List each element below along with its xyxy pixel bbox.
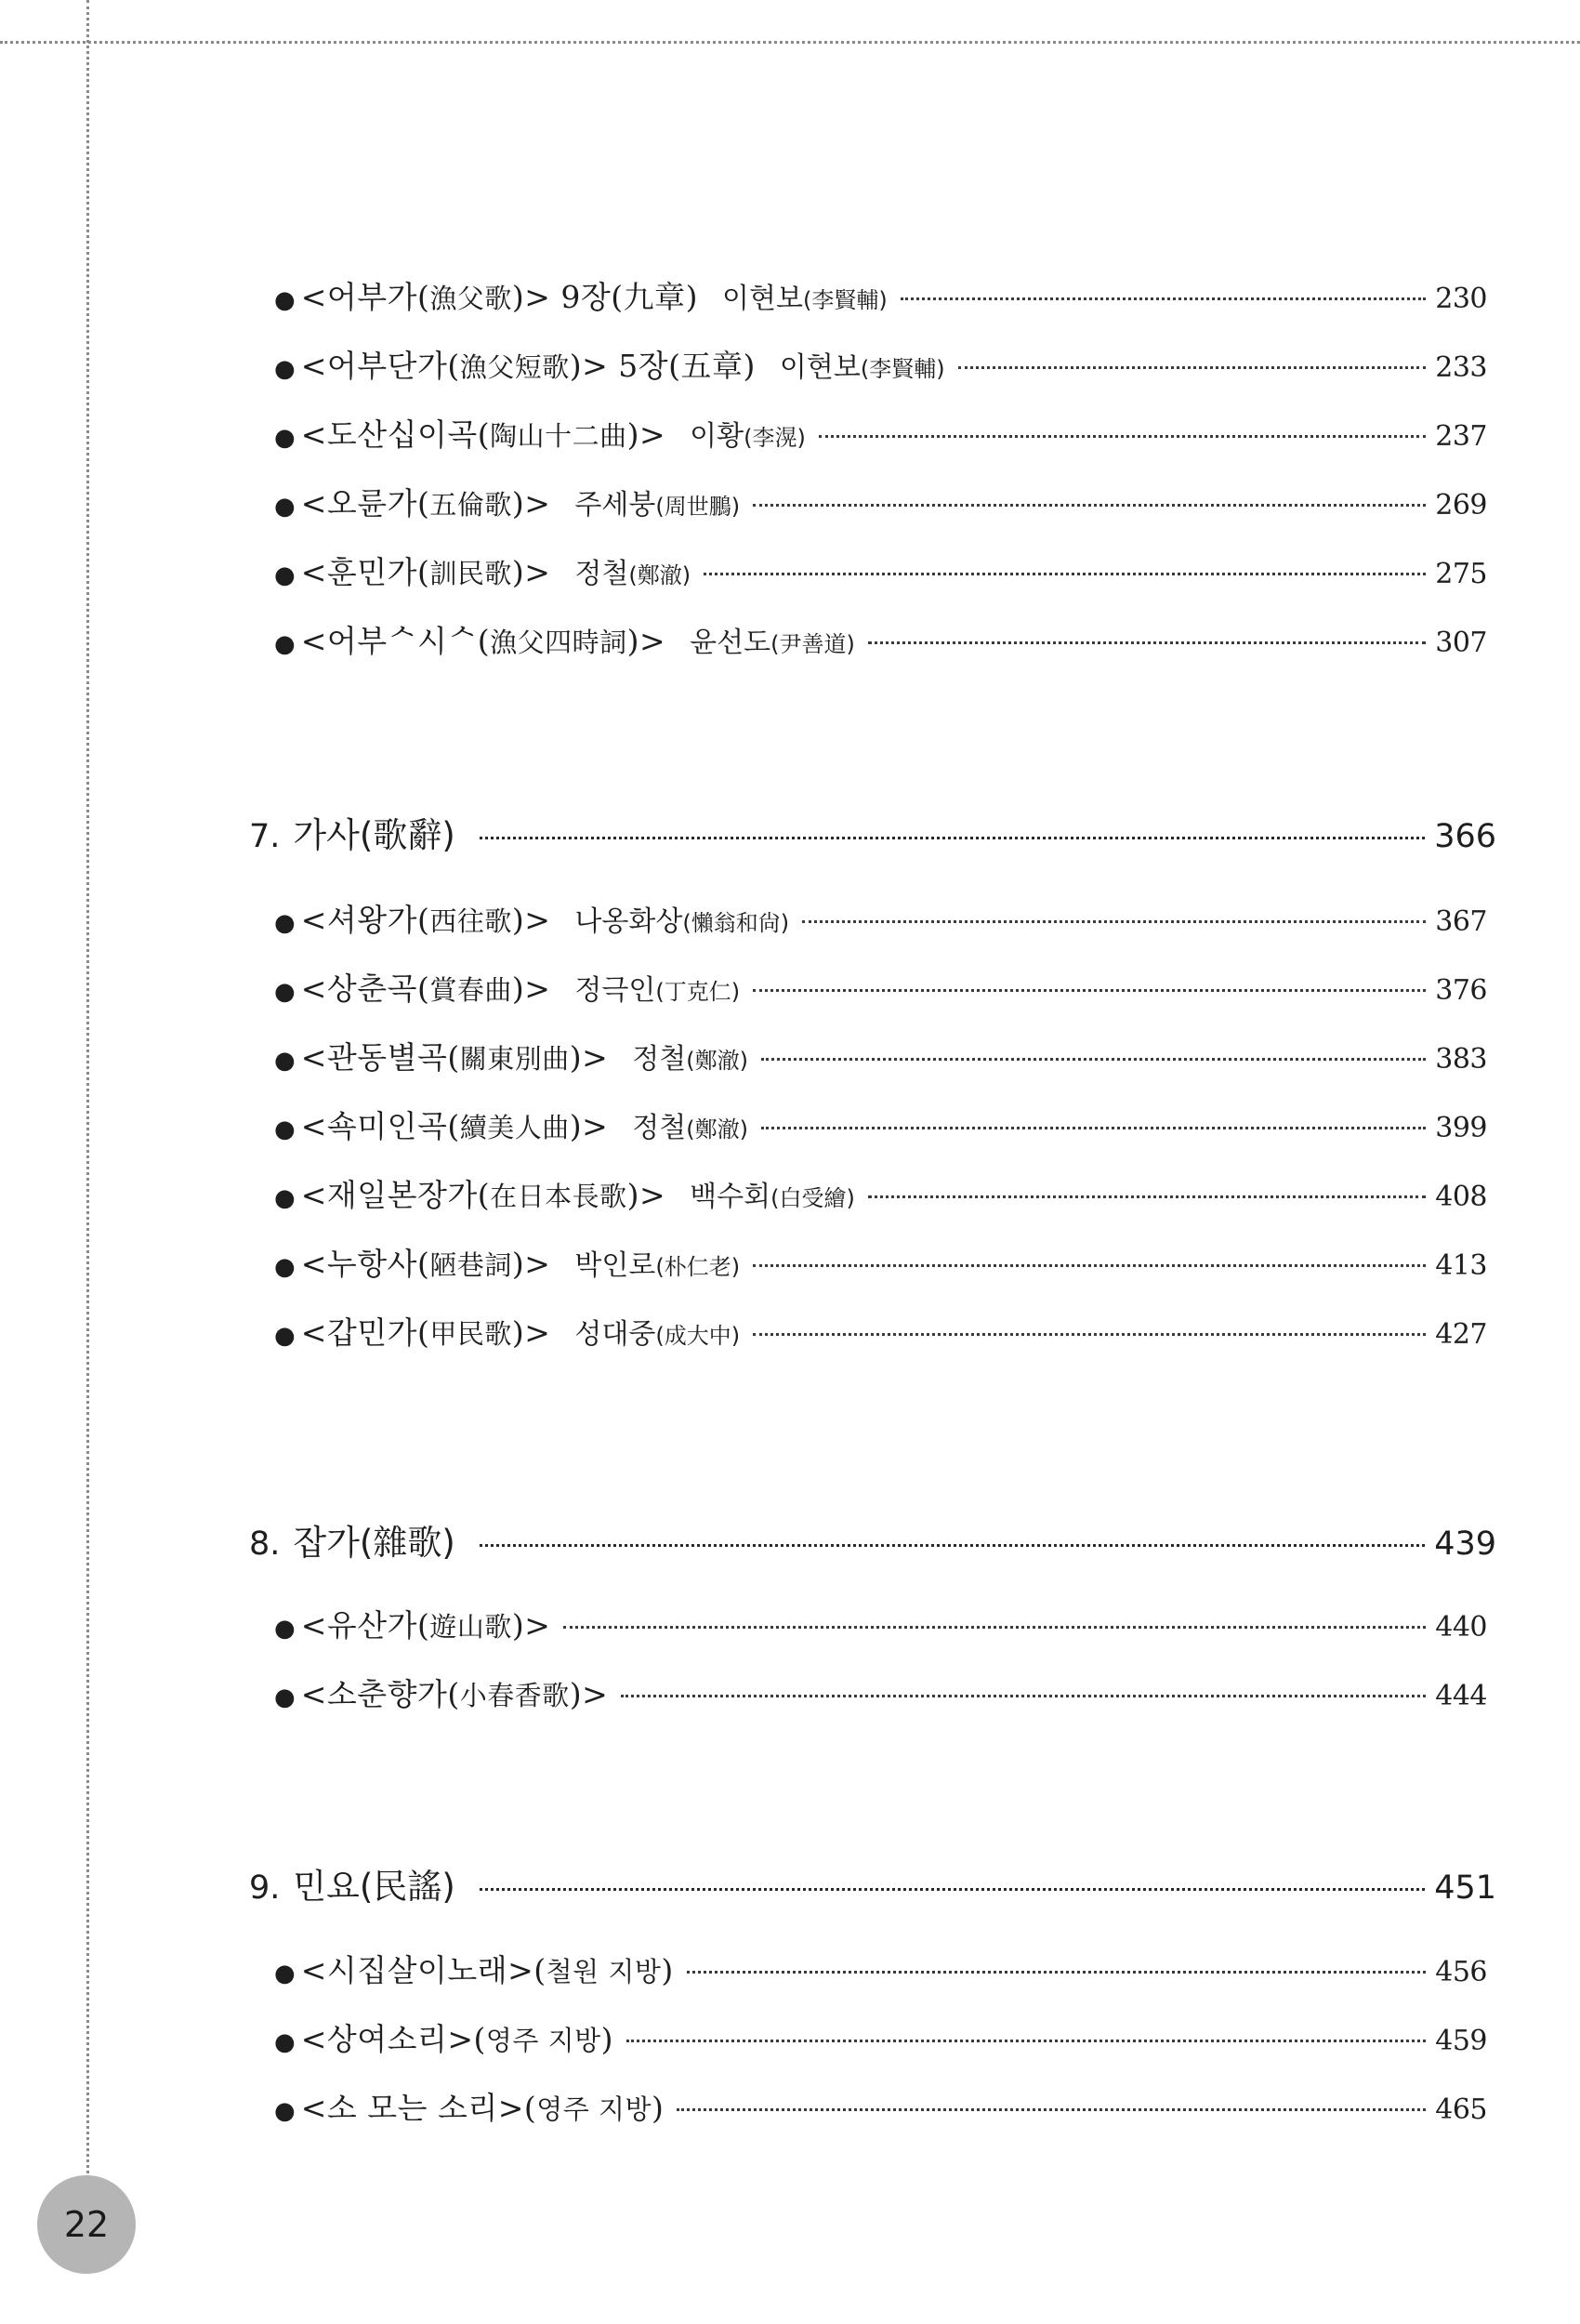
- page-number-badge: [37, 2175, 136, 2274]
- section-heading[interactable]: [249, 806, 1496, 865]
- toc-entry[interactable]: [274, 1600, 1487, 1652]
- dot-leader: [802, 920, 1426, 923]
- bullet-icon: ●: [274, 2097, 296, 2125]
- entry-title-close: )>: [626, 1177, 666, 1213]
- dot-leader: [687, 1971, 1426, 1974]
- section-page-number: 366: [1434, 818, 1496, 855]
- entry-title: [301, 547, 551, 600]
- section-page-number: 451: [1434, 1869, 1496, 1907]
- entry-title-open: <훈민가(: [300, 554, 430, 590]
- author-hanja: (懶翁和尙): [682, 910, 790, 936]
- entry-title-close: )>: [511, 554, 551, 590]
- entry-author: [574, 548, 691, 601]
- dot-leader: [626, 2040, 1426, 2042]
- author-name: 주세붕: [574, 489, 656, 522]
- entry-title-chars: 賞春曲: [429, 974, 512, 1006]
- bullet-icon: ●: [274, 1184, 296, 1212]
- toc-entry[interactable]: [274, 409, 1487, 461]
- bullet-icon: ●: [274, 978, 296, 1006]
- entry-title-close: )>: [569, 1108, 609, 1144]
- entry-page-number: 399: [1435, 1112, 1487, 1144]
- entry-page-number: 275: [1435, 558, 1487, 590]
- bullet-icon: ●: [274, 1960, 296, 1987]
- dot-leader: [868, 1195, 1426, 1198]
- bullet-icon: ●: [274, 1047, 296, 1075]
- author-hanja: (成大中): [655, 1323, 741, 1349]
- bullet-icon: ●: [274, 561, 296, 589]
- entry-page-number: 376: [1435, 974, 1487, 1007]
- author-hanja: (周世鵬): [655, 494, 741, 520]
- dot-leader: [901, 297, 1427, 300]
- entry-title-chars: 續美人曲: [459, 1112, 570, 1143]
- author-hanja: (白受繪): [770, 1185, 855, 1211]
- page-number: 22: [63, 2204, 110, 2245]
- entry-title-close: )>: [626, 623, 666, 659]
- entry-page-number: 230: [1435, 283, 1487, 315]
- entry-page-number: 233: [1435, 351, 1487, 384]
- entry-title-close: )>: [511, 971, 551, 1007]
- toc-entry[interactable]: [274, 1032, 1487, 1084]
- toc-entry[interactable]: [274, 478, 1487, 530]
- entry-title: [301, 615, 665, 668]
- entry-author: [690, 617, 855, 670]
- entry-title-open: <갑민가(: [300, 1314, 430, 1351]
- entry-title-chars: 영주 지방: [536, 2093, 652, 2125]
- toc-entry[interactable]: [274, 1238, 1487, 1290]
- entry-author: [574, 1240, 740, 1293]
- bullet-icon: ●: [274, 1684, 296, 1711]
- entry-title-chars: 영주 지방: [485, 2025, 601, 2056]
- entry-title: [301, 1238, 551, 1291]
- entry-page-number: 413: [1435, 1249, 1487, 1282]
- author-name: 정철: [574, 558, 629, 590]
- entry-author: [574, 965, 740, 1018]
- entry-page-number: 427: [1435, 1318, 1487, 1351]
- entry-title: [301, 1600, 551, 1653]
- entry-title-open: <재일본장가(: [300, 1177, 491, 1213]
- toc-entry[interactable]: [274, 2082, 1487, 2134]
- author-name: 성대중: [574, 1318, 656, 1351]
- toc-entry[interactable]: [274, 2014, 1487, 2066]
- author-hanja: (尹善道): [770, 631, 855, 657]
- entry-author: [690, 1171, 855, 1224]
- entry-title-open: <소 모는 소리>(: [300, 2090, 537, 2126]
- author-hanja: (鄭澈): [686, 1116, 748, 1142]
- section-number: 9.: [249, 1869, 281, 1907]
- entry-title-chars: 철원 지방: [546, 1956, 662, 1987]
- entry-title-open: <관동별곡(: [300, 1039, 460, 1076]
- entry-page-number: 383: [1435, 1043, 1487, 1076]
- toc-entry[interactable]: [274, 1101, 1487, 1153]
- author-name: 이현보: [722, 283, 803, 315]
- section-heading[interactable]: [249, 1857, 1496, 1917]
- toc-entry[interactable]: [274, 1169, 1487, 1221]
- dot-leader: [677, 2108, 1426, 2111]
- entry-title-chars: 訓民歌: [429, 558, 512, 589]
- entry-title: [301, 1669, 609, 1722]
- entry-title-close: )>: [511, 902, 551, 938]
- entry-title-close: )>: [511, 1607, 551, 1644]
- entry-title-open: <도산십이곡(: [300, 416, 491, 453]
- entry-title-open: <소춘향가(: [300, 1676, 460, 1712]
- author-name: 박인로: [574, 1249, 656, 1282]
- dot-leader: [868, 641, 1426, 644]
- entry-title-open: <어부단가(: [300, 348, 460, 384]
- entry-author: [574, 480, 740, 533]
- author-hanja: (鄭澈): [628, 562, 691, 588]
- dot-leader: [480, 1888, 1425, 1891]
- entry-title-close: )>: [511, 1314, 551, 1351]
- entry-title-close: )>: [569, 1676, 609, 1712]
- entry-page-number: 367: [1435, 905, 1487, 938]
- entry-title-chars: 遊山歌: [429, 1611, 512, 1643]
- entry-title-chars: 五倫歌: [429, 489, 512, 521]
- entry-title-chars: 西往歌: [429, 905, 512, 937]
- entry-author: [690, 411, 806, 464]
- entry-title-chars: 陶山十二曲: [490, 420, 627, 452]
- dot-leader: [704, 573, 1426, 575]
- entry-page-number: 465: [1435, 2093, 1487, 2126]
- section-number: 8.: [249, 1525, 281, 1563]
- entry-title-chars: 小春香歌: [459, 1680, 570, 1711]
- entry-title: [301, 963, 551, 1016]
- author-hanja: (李賢輔): [802, 287, 888, 313]
- author-name: 정철: [632, 1112, 687, 1144]
- entry-title: [301, 1945, 674, 1998]
- section-title: 민요(民謠): [293, 1867, 455, 1907]
- entry-title-open: <상춘곡(: [300, 971, 430, 1007]
- entry-title-open: <유산가(: [300, 1607, 430, 1644]
- dot-leader: [753, 1333, 1426, 1336]
- bullet-icon: ●: [274, 1253, 296, 1281]
- author-name: 이현보: [779, 351, 861, 384]
- entry-title-extra: 9장(九章): [550, 279, 699, 315]
- toc-entry[interactable]: [274, 963, 1487, 1015]
- author-name: 백수회: [690, 1181, 771, 1213]
- toc-entry[interactable]: [274, 547, 1487, 599]
- entry-title-open: <시집살이노래>(: [300, 1952, 546, 1988]
- entry-title: [301, 1169, 665, 1222]
- entry-title-close: )>: [569, 348, 609, 384]
- entry-title-close: ): [600, 2021, 614, 2057]
- bullet-icon: ●: [274, 424, 296, 452]
- author-hanja: (鄭澈): [686, 1048, 748, 1074]
- dot-leader: [753, 989, 1426, 992]
- entry-page-number: 408: [1435, 1181, 1487, 1213]
- entry-title-chars: 漁父短歌: [459, 351, 570, 383]
- entry-title-close: )>: [511, 279, 551, 315]
- entry-page-number: 459: [1435, 2025, 1487, 2057]
- toc-entry[interactable]: [274, 1669, 1487, 1721]
- author-name: 이황: [690, 420, 744, 453]
- entry-author: [780, 342, 945, 395]
- entry-title: [301, 894, 551, 947]
- bullet-icon: ●: [274, 1322, 296, 1350]
- bullet-icon: ●: [274, 355, 296, 383]
- entry-title-chars: 在日本長歌: [490, 1181, 627, 1212]
- entry-title-open: <누항사(: [300, 1246, 430, 1282]
- section-title: 가사(歌辭): [293, 815, 455, 855]
- dot-leader: [753, 1264, 1426, 1267]
- toc-entry[interactable]: [274, 615, 1487, 667]
- author-hanja: (李滉): [744, 425, 806, 451]
- entry-title-chars: 關東別曲: [459, 1043, 570, 1075]
- entry-title-open: <상여소리>(: [300, 2021, 486, 2057]
- entry-title-open: <어부ᄉ시ᄉ(: [300, 623, 491, 659]
- dot-leader: [753, 504, 1426, 507]
- section-number: 7.: [249, 818, 281, 855]
- bullet-icon: ●: [274, 493, 296, 521]
- entry-title: [301, 2014, 613, 2067]
- author-name: 윤선도: [690, 627, 771, 659]
- dot-leader: [563, 1626, 1426, 1629]
- entry-page-number: 307: [1435, 627, 1487, 659]
- entry-title-close: )>: [511, 485, 551, 522]
- entry-author: [574, 1309, 740, 1362]
- entry-title-chars: 漁父四時詞: [490, 627, 627, 658]
- toc-entry[interactable]: [274, 271, 1487, 324]
- entry-title: [301, 1032, 609, 1085]
- bullet-icon: ●: [274, 630, 296, 658]
- dot-leader: [480, 837, 1425, 839]
- bullet-icon: ●: [274, 1615, 296, 1643]
- entry-title-close: ): [652, 2090, 665, 2126]
- author-hanja: (丁克仁): [655, 979, 741, 1005]
- bullet-icon: ●: [274, 286, 296, 314]
- entry-title-chars: 漁父歌: [429, 283, 512, 314]
- dot-leader: [819, 435, 1426, 438]
- author-name: 정철: [632, 1043, 687, 1076]
- dot-leader: [621, 1695, 1426, 1697]
- entry-page-number: 456: [1435, 1956, 1487, 1988]
- entry-author: [632, 1034, 748, 1087]
- author-hanja: (李賢輔): [860, 356, 945, 382]
- entry-page-number: 237: [1435, 420, 1487, 453]
- section-heading[interactable]: [249, 1513, 1496, 1573]
- entry-title-close: ): [661, 1952, 674, 1988]
- entry-title-open: <쇽미인곡(: [300, 1108, 460, 1144]
- entry-title: [301, 340, 756, 393]
- dot-leader: [958, 366, 1427, 369]
- entry-page-number: 440: [1435, 1611, 1487, 1644]
- entry-title-open: <어부가(: [300, 279, 430, 315]
- bullet-icon: ●: [274, 2028, 296, 2056]
- entry-title-extra: 5장(五章): [608, 348, 756, 384]
- section-title: 잡가(雜歌): [293, 1523, 455, 1563]
- author-hanja: (朴仁老): [655, 1254, 741, 1280]
- bullet-icon: ●: [274, 1116, 296, 1143]
- dot-leader: [761, 1127, 1426, 1129]
- entry-page-number: 269: [1435, 489, 1487, 522]
- entry-title-close: )>: [626, 416, 666, 453]
- dot-leader: [480, 1544, 1425, 1547]
- section-page-number: 439: [1434, 1525, 1496, 1563]
- entry-title-chars: 陋巷詞: [429, 1249, 512, 1281]
- entry-author: [574, 896, 789, 949]
- entry-author: [632, 1103, 748, 1155]
- entry-title: [301, 1307, 551, 1360]
- entry-title-open: <셔왕가(: [300, 902, 430, 938]
- author-name: 정극인: [574, 974, 656, 1007]
- toc-entry[interactable]: [274, 1307, 1487, 1359]
- entry-author: [722, 273, 888, 326]
- entry-title: [301, 1101, 609, 1154]
- bullet-icon: ●: [274, 909, 296, 937]
- toc-entry[interactable]: [274, 1945, 1487, 1997]
- entry-title: [301, 409, 665, 462]
- entry-title-chars: 甲民歌: [429, 1318, 512, 1350]
- entry-title-open: <오륜가(: [300, 485, 430, 522]
- entry-title-close: )>: [569, 1039, 609, 1076]
- toc-entry[interactable]: [274, 340, 1487, 392]
- entry-title: [301, 478, 551, 531]
- author-name: 나옹화상: [574, 905, 683, 938]
- entry-title: [301, 2082, 665, 2135]
- dot-leader: [761, 1058, 1426, 1061]
- entry-page-number: 444: [1435, 1680, 1487, 1712]
- entry-title: [301, 271, 698, 324]
- toc-entry[interactable]: [274, 894, 1487, 946]
- entry-title-close: )>: [511, 1246, 551, 1282]
